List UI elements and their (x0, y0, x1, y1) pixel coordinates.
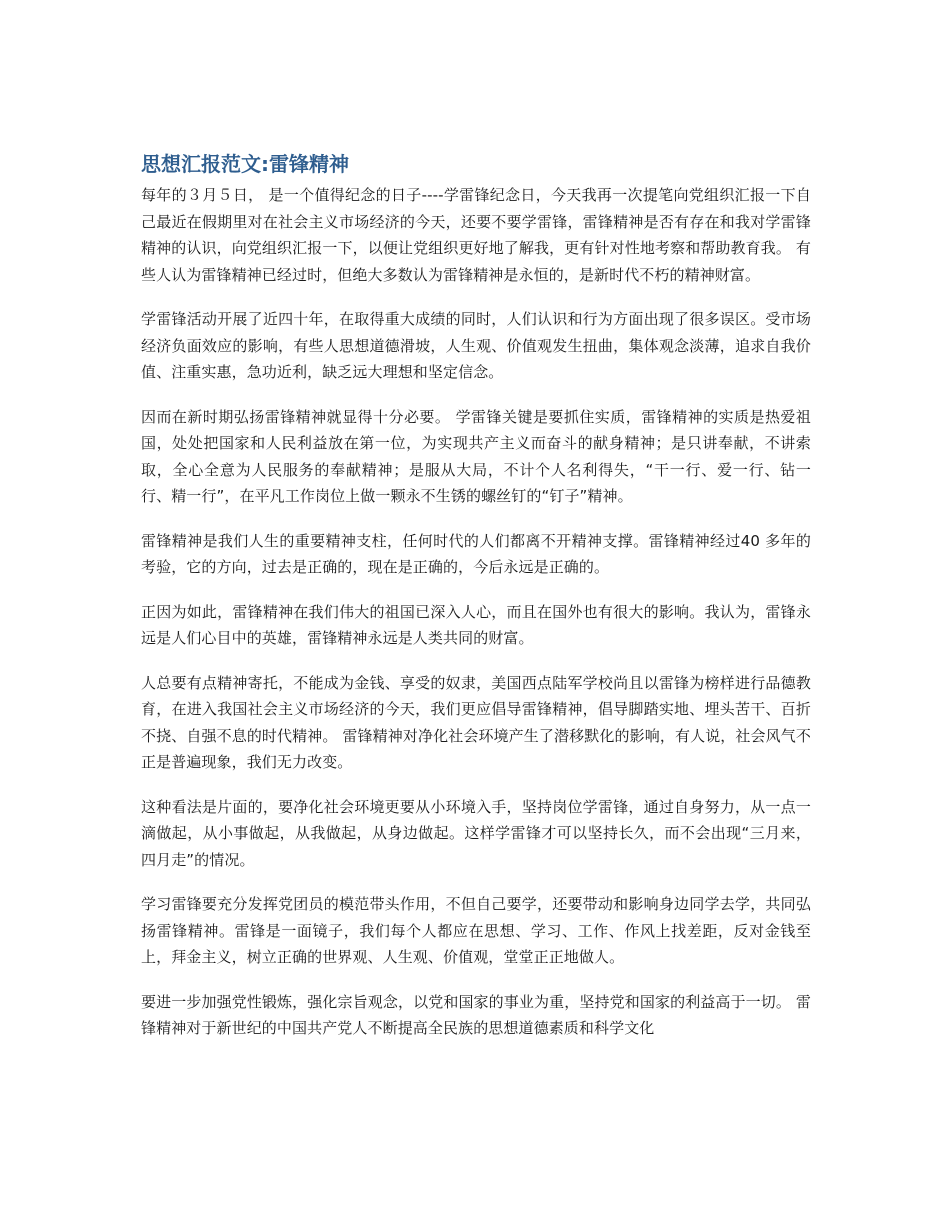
paragraph: 学习雷锋要充分发挥党团员的模范带头作用，不但自己要学，还要带动和影响身边同学去学，共同弘扬雷锋精神。雷锋是一面镜子，我们每个人都应在思想、学习、工作、作风上找差距，反对金钱至上，拜金主义，树立正确的世界观、人生观、价值观，堂堂正正地做人。 (141, 895, 811, 966)
paragraph: 正因为如此，雷锋精神在我们伟大的祖国已深入人心，而且在国外也有很大的影响。我认为，雷锋永远是人们心目中的英雄，雷锋精神永远是人类共同的财富。 (141, 602, 811, 647)
document-title: 思想汇报范文:雷锋精神 (141, 152, 349, 176)
paragraph: 人总要有点精神寄托，不能成为金钱、享受的奴隶，美国西点陆军学校尚且以雷锋为榜样进行品德教育，在进入我国社会主义市场经济的今天，我们更应倡导雷锋精神，倡导脚踏实地、埋头苦干、百折不挠、自强不息的时代精神。 雷锋精神对净化社会环境产生了潜移默化的影响，有人说，社会风气不正是普遍现象，我们无力改变。 (141, 673, 811, 771)
paragraph: 学雷锋活动开展了近四十年，在取得重大成绩的同时，人们认识和行为方面出现了很多误区。受市场经济负面效应的影响，有些人思想道德滑坡，人生观、价值观发生扭曲，集体观念淡薄，追求自我价值、注重实惠，急功近利，缺乏远大理想和坚定信念。 (141, 310, 811, 381)
paragraph: 要进一步加强党性锻炼，强化宗旨观念，以党和国家的事业为重，坚持党和国家的利益高于一切。 雷锋精神对于新世纪的中国共产党人不断提高全民族的思想道德素质和科学文化 (141, 992, 811, 1037)
paragraph: 每年的３月５日， 是一个值得纪念的日子----学雷锋纪念日，今天我再一次提笔向党组织汇报一下自己最近在假期里对在社会主义市场经济的今天，还要不要学雷锋，雷锋精神是否有存在和我对学雷锋精神的认识，向党组织汇报一下，以便让党组织更好地了解我，更有针对性地考察和帮助教育我。 有些人认为雷锋精神已经过时，但绝大多数认为雷锋精神是永恒的，是新时代不朽的精神财富。 (141, 186, 811, 284)
paragraph: 雷锋精神是我们人生的重要精神支柱，任何时代的人们都离不开精神支撑。雷锋精神经过40 多年的考验，它的方向，过去是正确的，现在是正确的，今后永远是正确的。 (141, 531, 811, 576)
paragraph: 因而在新时期弘扬雷锋精神就显得十分必要。 学雷锋关键是要抓住实质，雷锋精神的实质是热爱祖国，处处把国家和人民利益放在第一位，为实现共产主义而奋斗的献身精神；是只讲奉献，不讲索取，全心全意为人民服务的奉献精神；是服从大局，不计个人名利得失，“干一行、爱一行、钻一行、精一行”，在平凡工作岗位上做一颗永不生锈的螺丝钉的“钉子”精神。 (141, 407, 811, 505)
document-page (141, 150, 811, 1060)
paragraph: 这种看法是片面的，要净化社会环境更要从小环境入手，坚持岗位学雷锋，通过自身努力，从一点一滴做起，从小事做起，从我做起，从身边做起。这样学雷锋才可以坚持长久，而不会出现“三月来，四月走”的情况。 (141, 797, 811, 869)
